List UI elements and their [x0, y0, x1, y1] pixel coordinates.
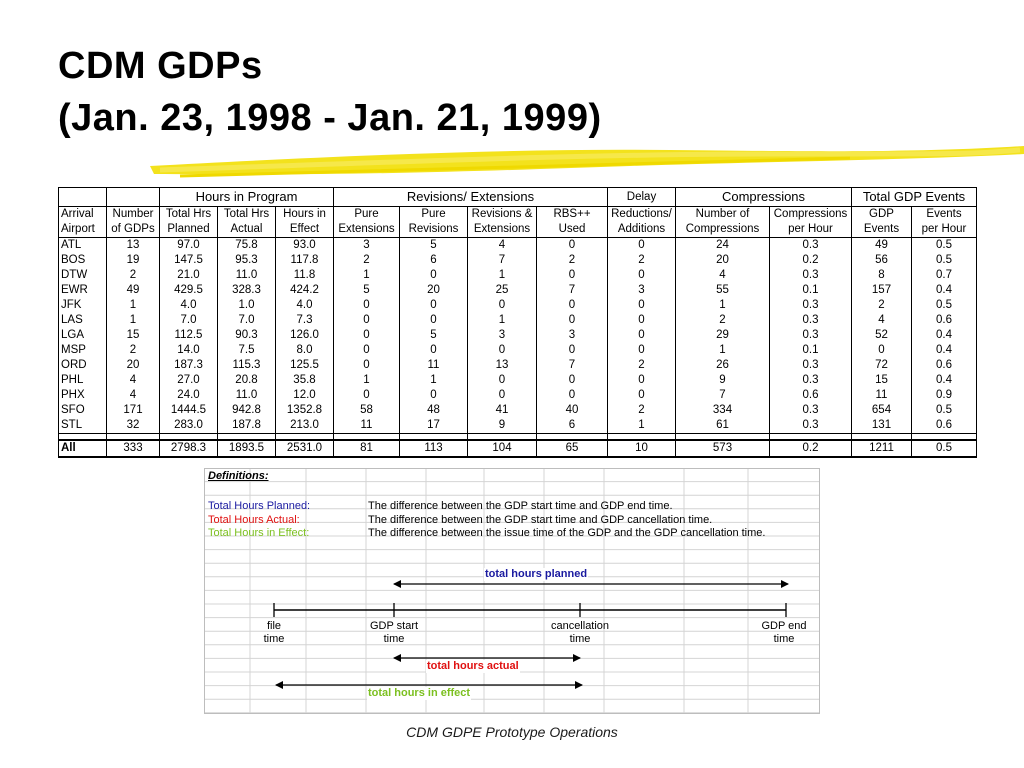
def-text-actual: The difference between the GDP start time and GDP cancellation time. — [368, 514, 713, 526]
tick-label-line: time — [773, 633, 795, 645]
value-cell: 40 — [537, 403, 608, 418]
value-cell: 0 — [608, 268, 676, 283]
value-cell: 0 — [468, 388, 537, 403]
value-cell: 0 — [468, 298, 537, 313]
value-cell: 0.5 — [912, 253, 977, 268]
value-cell: 0.4 — [912, 283, 977, 298]
value-cell: 1 — [676, 343, 770, 358]
table-row — [59, 403, 977, 418]
tick-label-line: GDP end — [761, 620, 807, 632]
header-cell: Airport — [59, 222, 107, 238]
total-value-cell: 0.5 — [912, 440, 977, 457]
value-cell: 0.3 — [770, 358, 852, 373]
header-row-2 — [59, 222, 977, 238]
value-cell: 11.8 — [276, 268, 334, 283]
tick-label-gdp-start — [354, 620, 434, 646]
value-cell: 7.5 — [218, 343, 276, 358]
value-cell: 24 — [676, 238, 770, 254]
header-cell: Total Hrs — [218, 207, 276, 223]
value-cell: 3 — [608, 283, 676, 298]
value-cell: 0 — [608, 313, 676, 328]
value-cell: 0 — [334, 298, 400, 313]
group-total-events: Total GDP Events — [852, 188, 977, 207]
tick-label-gdp-end — [744, 620, 824, 646]
value-cell: 11.0 — [218, 268, 276, 283]
value-cell: 1 — [468, 313, 537, 328]
value-cell: 11.0 — [218, 388, 276, 403]
value-cell: 56 — [852, 253, 912, 268]
header-cell: Revisions & — [468, 207, 537, 223]
value-cell: 0.4 — [912, 343, 977, 358]
value-cell: 0 — [852, 343, 912, 358]
value-cell: 1444.5 — [160, 403, 218, 418]
value-cell: 0.3 — [770, 238, 852, 254]
value-cell: 115.3 — [218, 358, 276, 373]
value-cell: 13 — [468, 358, 537, 373]
value-cell: 328.3 — [218, 283, 276, 298]
value-cell: 35.8 — [276, 373, 334, 388]
value-cell: 0 — [400, 343, 468, 358]
value-cell: 14.0 — [160, 343, 218, 358]
value-cell: 2 — [852, 298, 912, 313]
value-cell: 1 — [334, 268, 400, 283]
value-cell: 0 — [468, 343, 537, 358]
header-cell: of GDPs — [107, 222, 160, 238]
value-cell: 2 — [608, 403, 676, 418]
tick-label-line: time — [569, 633, 591, 645]
value-cell: 213.0 — [276, 418, 334, 434]
value-cell: 0.2 — [770, 253, 852, 268]
value-cell: 12.0 — [276, 388, 334, 403]
title-line-2: (Jan. 23, 1998 - Jan. 21, 1999) — [58, 97, 602, 139]
value-cell: 0.4 — [912, 328, 977, 343]
value-cell: 2 — [608, 358, 676, 373]
value-cell: 0 — [334, 343, 400, 358]
value-cell: 25 — [468, 283, 537, 298]
value-cell: 7 — [537, 283, 608, 298]
value-cell: 0.6 — [912, 313, 977, 328]
table-row — [59, 283, 977, 298]
total-value-cell: 1211 — [852, 440, 912, 457]
header-cell: per Hour — [770, 222, 852, 238]
value-cell: 75.8 — [218, 238, 276, 254]
value-cell: 0.4 — [912, 373, 977, 388]
value-cell: 21.0 — [160, 268, 218, 283]
total-value-cell: 104 — [468, 440, 537, 457]
value-cell: 1 — [468, 268, 537, 283]
group-hours: Hours in Program — [160, 188, 334, 207]
value-cell: 125.5 — [276, 358, 334, 373]
value-cell: 5 — [334, 283, 400, 298]
definitions-heading: Definitions: — [208, 470, 269, 482]
value-cell: 424.2 — [276, 283, 334, 298]
header-cell: Number of — [676, 207, 770, 223]
value-cell: 29 — [676, 328, 770, 343]
value-cell: 4 — [107, 373, 160, 388]
value-cell: 2 — [107, 343, 160, 358]
value-cell: 13 — [107, 238, 160, 254]
value-cell: 7.3 — [276, 313, 334, 328]
value-cell: 0 — [608, 373, 676, 388]
def-text-planned: The difference between the GDP start time and GDP end time. — [368, 500, 673, 512]
header-cell: Planned — [160, 222, 218, 238]
airport-cell: PHX — [59, 388, 107, 403]
tick-label-cancellation — [530, 620, 630, 646]
value-cell: 48 — [400, 403, 468, 418]
value-cell: 187.8 — [218, 418, 276, 434]
value-cell: 26 — [676, 358, 770, 373]
header-cell: Revisions — [400, 222, 468, 238]
airport-cell: LGA — [59, 328, 107, 343]
tick-label-line: time — [383, 633, 405, 645]
value-cell: 0 — [537, 238, 608, 254]
value-cell: 112.5 — [160, 328, 218, 343]
value-cell: 117.8 — [276, 253, 334, 268]
tick-label-file — [234, 620, 314, 646]
value-cell: 0 — [400, 313, 468, 328]
airport-cell: SFO — [59, 403, 107, 418]
header-cell: RBS++ — [537, 207, 608, 223]
value-cell: 0 — [400, 268, 468, 283]
header-row-1 — [59, 207, 977, 223]
value-cell: 0.1 — [770, 343, 852, 358]
value-cell: 0.3 — [770, 328, 852, 343]
actual-label: total hours actual — [427, 660, 519, 672]
value-cell: 1 — [400, 373, 468, 388]
value-cell: 20.8 — [218, 373, 276, 388]
total-value-cell: 65 — [537, 440, 608, 457]
value-cell: 0.5 — [912, 298, 977, 313]
group-revisions: Revisions/ Extensions — [334, 188, 608, 207]
value-cell: 55 — [676, 283, 770, 298]
slide-footer: CDM GDPE Prototype Operations — [406, 724, 618, 740]
table-row — [59, 358, 977, 373]
value-cell: 0 — [400, 388, 468, 403]
value-cell: 429.5 — [160, 283, 218, 298]
value-cell: 4 — [676, 268, 770, 283]
value-cell: 49 — [107, 283, 160, 298]
value-cell: 0 — [537, 313, 608, 328]
header-cell: Number — [107, 207, 160, 223]
value-cell: 187.3 — [160, 358, 218, 373]
group-header-row — [59, 188, 977, 207]
value-cell: 15 — [107, 328, 160, 343]
total-value-cell: 573 — [676, 440, 770, 457]
value-cell: 1 — [334, 373, 400, 388]
total-value-cell: 333 — [107, 440, 160, 457]
value-cell: 95.3 — [218, 253, 276, 268]
def-text-effect: The difference between the issue time of the GDP and the GDP cancellation time. — [368, 527, 766, 539]
def-term-effect: Total Hours in Effect: — [208, 527, 310, 539]
value-cell: 20 — [400, 283, 468, 298]
tick-label-line: file — [266, 620, 282, 632]
value-cell: 3 — [334, 238, 400, 254]
value-cell: 4.0 — [160, 298, 218, 313]
header-cell: Pure — [334, 207, 400, 223]
value-cell: 0 — [537, 388, 608, 403]
table-row — [59, 253, 977, 268]
header-cell: Compressions — [770, 207, 852, 223]
airport-cell: PHL — [59, 373, 107, 388]
highlighter-stroke — [150, 140, 1024, 184]
value-cell: 17 — [400, 418, 468, 434]
airport-cell: DTW — [59, 268, 107, 283]
value-cell: 2 — [608, 253, 676, 268]
value-cell: 0.3 — [770, 313, 852, 328]
value-cell: 0 — [537, 298, 608, 313]
value-cell: 0 — [334, 388, 400, 403]
value-cell: 0 — [334, 328, 400, 343]
header-cell: per Hour — [912, 222, 977, 238]
def-term-planned: Total Hours Planned: — [208, 500, 311, 512]
total-row — [59, 440, 977, 457]
tick-label-line: time — [263, 633, 285, 645]
value-cell: 11 — [334, 418, 400, 434]
value-cell: 1352.8 — [276, 403, 334, 418]
value-cell: 0.5 — [912, 238, 977, 254]
value-cell: 9 — [468, 418, 537, 434]
value-cell: 8 — [852, 268, 912, 283]
total-value-cell: 2531.0 — [276, 440, 334, 457]
value-cell: 11 — [852, 388, 912, 403]
value-cell: 20 — [676, 253, 770, 268]
header-cell: GDP — [852, 207, 912, 223]
value-cell: 1 — [608, 418, 676, 434]
value-cell: 1 — [107, 313, 160, 328]
header-cell: Hours in — [276, 207, 334, 223]
value-cell: 9 — [676, 373, 770, 388]
table-row — [59, 418, 977, 434]
value-cell: 0 — [608, 238, 676, 254]
value-cell: 72 — [852, 358, 912, 373]
group-compressions: Compressions — [676, 188, 852, 207]
value-cell: 3 — [468, 328, 537, 343]
value-cell: 7 — [537, 358, 608, 373]
value-cell: 97.0 — [160, 238, 218, 254]
value-cell: 0 — [608, 298, 676, 313]
header-cell: Additions — [608, 222, 676, 238]
value-cell: 4 — [468, 238, 537, 254]
value-cell: 1.0 — [218, 298, 276, 313]
value-cell: 157 — [852, 283, 912, 298]
value-cell: 0 — [608, 328, 676, 343]
total-label-cell: All — [59, 440, 107, 457]
tick-label-line: GDP start — [369, 620, 419, 632]
gdp-table — [58, 187, 977, 458]
value-cell: 61 — [676, 418, 770, 434]
value-cell: 0 — [537, 268, 608, 283]
value-cell: 0 — [334, 313, 400, 328]
value-cell: 93.0 — [276, 238, 334, 254]
tick-label-line: cancellation — [550, 620, 610, 632]
table-row — [59, 238, 977, 254]
header-cell: Total Hrs — [160, 207, 218, 223]
def-term-actual: Total Hours Actual: — [208, 514, 300, 526]
value-cell: 4 — [852, 313, 912, 328]
value-cell: 0.7 — [912, 268, 977, 283]
group-delay: Delay — [608, 188, 676, 207]
value-cell: 27.0 — [160, 373, 218, 388]
airport-cell: ATL — [59, 238, 107, 254]
value-cell: 654 — [852, 403, 912, 418]
table-row — [59, 373, 977, 388]
table-row — [59, 313, 977, 328]
value-cell: 4.0 — [276, 298, 334, 313]
definitions-panel — [204, 468, 820, 714]
value-cell: 942.8 — [218, 403, 276, 418]
value-cell: 6 — [537, 418, 608, 434]
timeline-diagram — [204, 468, 820, 714]
value-cell: 52 — [852, 328, 912, 343]
header-cell: Events — [912, 207, 977, 223]
value-cell: 19 — [107, 253, 160, 268]
airport-cell: LAS — [59, 313, 107, 328]
value-cell: 4 — [107, 388, 160, 403]
header-cell: Used — [537, 222, 608, 238]
value-cell: 2 — [107, 268, 160, 283]
value-cell: 0.1 — [770, 283, 852, 298]
total-value-cell: 1893.5 — [218, 440, 276, 457]
effect-label: total hours in effect — [368, 687, 471, 699]
value-cell: 0.3 — [770, 418, 852, 434]
value-cell: 41 — [468, 403, 537, 418]
value-cell: 2 — [676, 313, 770, 328]
header-cell: Effect — [276, 222, 334, 238]
value-cell: 0.5 — [912, 403, 977, 418]
value-cell: 58 — [334, 403, 400, 418]
value-cell: 3 — [537, 328, 608, 343]
airport-cell: MSP — [59, 343, 107, 358]
value-cell: 131 — [852, 418, 912, 434]
value-cell: 147.5 — [160, 253, 218, 268]
value-cell: 7.0 — [218, 313, 276, 328]
value-cell: 0 — [334, 358, 400, 373]
header-cell: Arrival — [59, 207, 107, 223]
header-cell: Extensions — [334, 222, 400, 238]
value-cell: 1 — [107, 298, 160, 313]
header-cell: Reductions/ — [608, 207, 676, 223]
planned-label: total hours planned — [485, 568, 588, 580]
header-cell: Events — [852, 222, 912, 238]
value-cell: 0 — [608, 343, 676, 358]
value-cell: 2 — [334, 253, 400, 268]
value-cell: 20 — [107, 358, 160, 373]
table-row — [59, 388, 977, 403]
value-cell: 11 — [400, 358, 468, 373]
value-cell: 32 — [107, 418, 160, 434]
value-cell: 7 — [468, 253, 537, 268]
header-cell: Pure — [400, 207, 468, 223]
value-cell: 0.3 — [770, 268, 852, 283]
value-cell: 0.9 — [912, 388, 977, 403]
value-cell: 0 — [400, 298, 468, 313]
airport-cell: JFK — [59, 298, 107, 313]
airport-cell: ORD — [59, 358, 107, 373]
value-cell: 0 — [468, 373, 537, 388]
title-line-1: CDM GDPs — [58, 45, 263, 87]
table-row — [59, 268, 977, 283]
total-value-cell: 0.2 — [770, 440, 852, 457]
value-cell: 0.6 — [912, 358, 977, 373]
airport-cell: BOS — [59, 253, 107, 268]
header-cell: Compressions — [676, 222, 770, 238]
header-cell: Extensions — [468, 222, 537, 238]
value-cell: 0.6 — [770, 388, 852, 403]
value-cell: 49 — [852, 238, 912, 254]
table-row — [59, 328, 977, 343]
total-value-cell: 81 — [334, 440, 400, 457]
value-cell: 0 — [537, 343, 608, 358]
value-cell: 0.6 — [912, 418, 977, 434]
table-row — [59, 343, 977, 358]
value-cell: 7 — [676, 388, 770, 403]
slide-title — [58, 40, 602, 144]
value-cell: 171 — [107, 403, 160, 418]
table-row — [59, 298, 977, 313]
value-cell: 0 — [608, 388, 676, 403]
value-cell: 1 — [676, 298, 770, 313]
airport-cell: STL — [59, 418, 107, 434]
total-value-cell: 2798.3 — [160, 440, 218, 457]
total-value-cell: 10 — [608, 440, 676, 457]
value-cell: 24.0 — [160, 388, 218, 403]
airport-cell: EWR — [59, 283, 107, 298]
value-cell: 2 — [537, 253, 608, 268]
value-cell: 6 — [400, 253, 468, 268]
value-cell: 5 — [400, 238, 468, 254]
value-cell: 0.3 — [770, 298, 852, 313]
value-cell: 7.0 — [160, 313, 218, 328]
value-cell: 0.3 — [770, 373, 852, 388]
value-cell: 90.3 — [218, 328, 276, 343]
value-cell: 5 — [400, 328, 468, 343]
value-cell: 0 — [537, 373, 608, 388]
value-cell: 15 — [852, 373, 912, 388]
value-cell: 283.0 — [160, 418, 218, 434]
value-cell: 126.0 — [276, 328, 334, 343]
header-cell: Actual — [218, 222, 276, 238]
value-cell: 334 — [676, 403, 770, 418]
value-cell: 0.3 — [770, 403, 852, 418]
total-value-cell: 113 — [400, 440, 468, 457]
value-cell: 8.0 — [276, 343, 334, 358]
